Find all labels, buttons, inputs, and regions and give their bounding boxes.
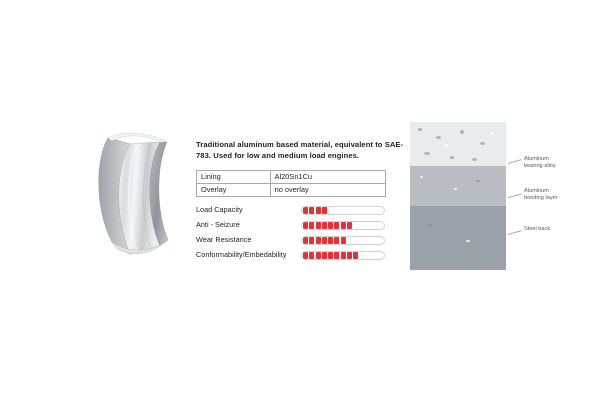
cross-section-panel xyxy=(410,122,600,270)
rating-row-anti-seizure xyxy=(196,219,390,232)
cross-section-image xyxy=(410,122,506,270)
table-row xyxy=(197,183,386,196)
rating-meter-load-capacity xyxy=(301,206,385,215)
rating-list xyxy=(196,204,390,262)
rating-meter-conformability-embedability xyxy=(301,251,385,260)
rating-meter-anti-seizure xyxy=(301,221,385,230)
rating-label: Conformability/Embedability xyxy=(196,250,287,260)
leader-line-2 xyxy=(508,194,522,198)
spec-key: Lining xyxy=(197,170,271,183)
rating-row-conformability-embedability xyxy=(196,249,390,262)
layer-aluminum-bearing-alloy xyxy=(410,122,506,166)
callout-aluminum-bonding-layer xyxy=(524,188,558,202)
callout-line-1: Aluminum xyxy=(524,156,549,162)
material-info-block xyxy=(196,140,406,264)
callout-line-1: Aluminum xyxy=(524,188,549,194)
spec-value: Al20Sn1Cu xyxy=(270,170,385,183)
callout-steel-back xyxy=(524,226,550,233)
spec-key: Overlay xyxy=(197,183,271,196)
leader-line-1 xyxy=(508,159,522,164)
table-row xyxy=(197,170,386,183)
layer-steel-back xyxy=(410,206,506,270)
callout-line-1: Steel back xyxy=(524,226,551,232)
rating-row-load-capacity xyxy=(196,204,390,217)
rating-label: Load Capacity xyxy=(196,205,243,215)
callout-line-2: bearing alloy xyxy=(524,162,556,169)
callout-line-2: bonding layer xyxy=(524,194,558,201)
bearing-shell-icon xyxy=(90,122,190,270)
cross-section-callouts xyxy=(506,122,600,270)
material-description: Traditional aluminum based material, equivalent to SAE-783. Used for low and medium load engines. xyxy=(196,140,404,160)
spec-table xyxy=(196,170,386,197)
leader-line-3 xyxy=(508,230,522,235)
layer-aluminum-bonding-layer xyxy=(410,166,506,206)
rating-label: Wear Resistance xyxy=(196,235,252,245)
callout-aluminum-bearing-alloy xyxy=(524,156,556,170)
spec-value: no overlay xyxy=(270,183,385,196)
bearing-shell-image xyxy=(90,122,190,270)
rating-label: Anti - Seizure xyxy=(196,220,240,230)
rating-row-wear-resistance xyxy=(196,234,390,247)
rating-meter-wear-resistance xyxy=(301,236,385,245)
